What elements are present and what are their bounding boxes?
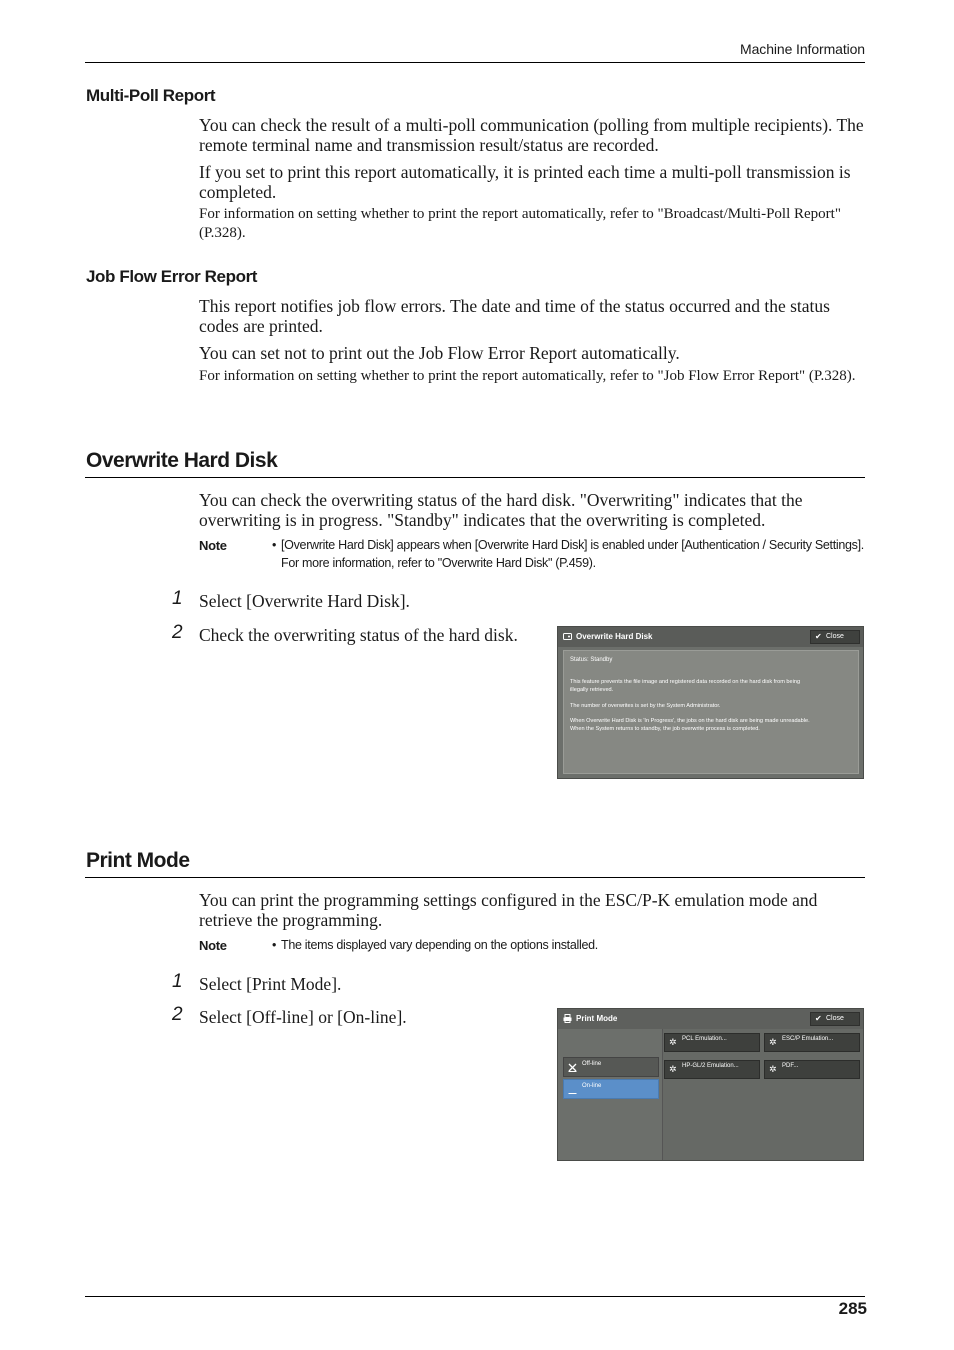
description-line-5: When the System returns to standby, the job overwrite process is completed. xyxy=(570,726,760,732)
on-line-button[interactable] xyxy=(563,1079,659,1099)
status-text: Status: Standby xyxy=(570,657,613,663)
page-number: 285 xyxy=(838,1299,867,1318)
on-line-label: On-line xyxy=(582,1083,602,1089)
line-icon xyxy=(568,1085,577,1096)
overwrite-paragraph: You can check the overwriting status of the hard disk. "Overwriting" indicates that the overwriting is in progress. "Standby" indicates that the overwriting is completed. xyxy=(199,490,803,530)
hp-gl2-emulation-button[interactable] xyxy=(664,1060,760,1079)
off-line-label: Off-line xyxy=(582,1061,602,1067)
gear-icon: ✲ xyxy=(669,1037,677,1047)
print-mode-screen xyxy=(557,1008,864,1161)
print-mode-heading: Print Mode xyxy=(86,849,190,872)
printer-icon xyxy=(563,1014,572,1023)
job-flow-paragraph-1: This report notifies job flow errors. The date and time of the status occurred and the status codes are printed. xyxy=(199,296,830,336)
description-line-3: The number of overwrites is set by the System Administrator. xyxy=(570,703,721,709)
description-line-1: This feature prevents the file image and registered data recorded on the hard disk from being xyxy=(570,679,801,685)
print-mode-step-2-text: Select [Off-line] or [On-line]. xyxy=(199,1007,407,1027)
print-mode-step-1-number: 1 xyxy=(172,971,183,992)
overwrite-note xyxy=(272,536,867,572)
off-line-button[interactable] xyxy=(563,1057,659,1077)
hard-disk-icon xyxy=(563,632,572,641)
overwrite-heading: Overwrite Hard Disk xyxy=(86,449,278,472)
overwrite-note-text: [Overwrite Hard Disk] appears when [Overwrite Hard Disk] is enabled under [Authentication / Security Settings]. For more information, refer to "Overwrite Hard Disk" (P.459). xyxy=(281,538,864,570)
overwrite-step-1-text: Select [Overwrite Hard Disk]. xyxy=(199,591,410,611)
esc-p-emulation-label: ESC/P Emulation... xyxy=(782,1036,834,1042)
close-button-label: Close xyxy=(826,633,844,640)
multi-poll-heading: Multi-Poll Report xyxy=(86,86,216,105)
close-button-label: Close xyxy=(826,1015,844,1022)
header-rule xyxy=(85,62,865,63)
screen-title: Print Mode xyxy=(576,1014,618,1023)
gear-icon: ✲ xyxy=(769,1064,777,1074)
overwrite-step-1-number: 1 xyxy=(172,588,183,609)
overwrite-step-2-number: 2 xyxy=(172,622,183,643)
pdf-label: PDF... xyxy=(782,1063,799,1069)
job-flow-heading: Job Flow Error Report xyxy=(86,267,258,286)
close-button[interactable] xyxy=(810,630,860,644)
hp-gl2-emulation-label: HP-GL/2 Emulation... xyxy=(682,1063,739,1069)
print-mode-note xyxy=(272,936,867,954)
note-bullet: • xyxy=(272,938,277,952)
status-panel xyxy=(563,650,859,774)
print-mode-note-label: Note xyxy=(199,938,227,953)
description-line-2: illegally retrieved. xyxy=(570,687,614,693)
pdf-button[interactable] xyxy=(764,1060,860,1079)
running-header: Machine Information xyxy=(740,41,865,57)
screen-title-bar xyxy=(558,1009,863,1029)
overwrite-heading-rule xyxy=(85,477,865,478)
overwrite-step-2-text: Check the overwriting status of the hard disk. xyxy=(199,625,518,645)
job-flow-reference: For information on setting whether to print the report automatically, refer to "Job Flow Error Report" (P.328). xyxy=(199,368,856,384)
print-mode-note-text: The items displayed vary depending on the options installed. xyxy=(281,938,598,952)
gear-icon: ✲ xyxy=(669,1064,677,1074)
check-icon: ✔ xyxy=(815,632,822,641)
print-mode-paragraph: You can print the programming settings configured in the ESC/P-K emulation mode and retrieve the programming. xyxy=(199,890,818,930)
pcl-emulation-button[interactable] xyxy=(664,1033,760,1052)
close-icon xyxy=(568,1063,577,1074)
multi-poll-reference: For information on setting whether to print the report automatically, refer to "Broadcast/Multi-Poll Report" (P.328). xyxy=(199,206,841,241)
footer-rule xyxy=(85,1296,865,1297)
esc-p-emulation-button[interactable] xyxy=(764,1033,860,1052)
gear-icon: ✲ xyxy=(769,1037,777,1047)
close-button[interactable] xyxy=(810,1012,860,1026)
note-bullet: • xyxy=(272,538,277,552)
check-icon: ✔ xyxy=(815,1014,822,1023)
pcl-emulation-label: PCL Emulation... xyxy=(682,1036,727,1042)
screen-title: Overwrite Hard Disk xyxy=(576,632,653,641)
mode-list xyxy=(558,1029,663,1160)
job-flow-paragraph-2: You can set not to print out the Job Flow Error Report automatically. xyxy=(199,343,680,363)
multi-poll-paragraph-2: If you set to print this report automatically, it is printed each time a multi-poll transmission is completed. xyxy=(199,162,851,202)
description-line-4: When Overwrite Hard Disk is 'In Progress', the jobs on the hard disk are being made unreadable. xyxy=(570,718,810,724)
multi-poll-paragraph-1: You can check the result of a multi-poll communication (polling from multiple recipients). The remote terminal name and transmission result/status are recorded. xyxy=(199,115,864,155)
overwrite-hard-disk-screen xyxy=(557,626,864,779)
print-mode-step-2-number: 2 xyxy=(172,1004,183,1025)
print-mode-step-1-text: Select [Print Mode]. xyxy=(199,974,342,994)
overwrite-note-label: Note xyxy=(199,538,227,553)
screen-title-bar xyxy=(558,627,863,647)
print-mode-heading-rule xyxy=(85,877,865,878)
